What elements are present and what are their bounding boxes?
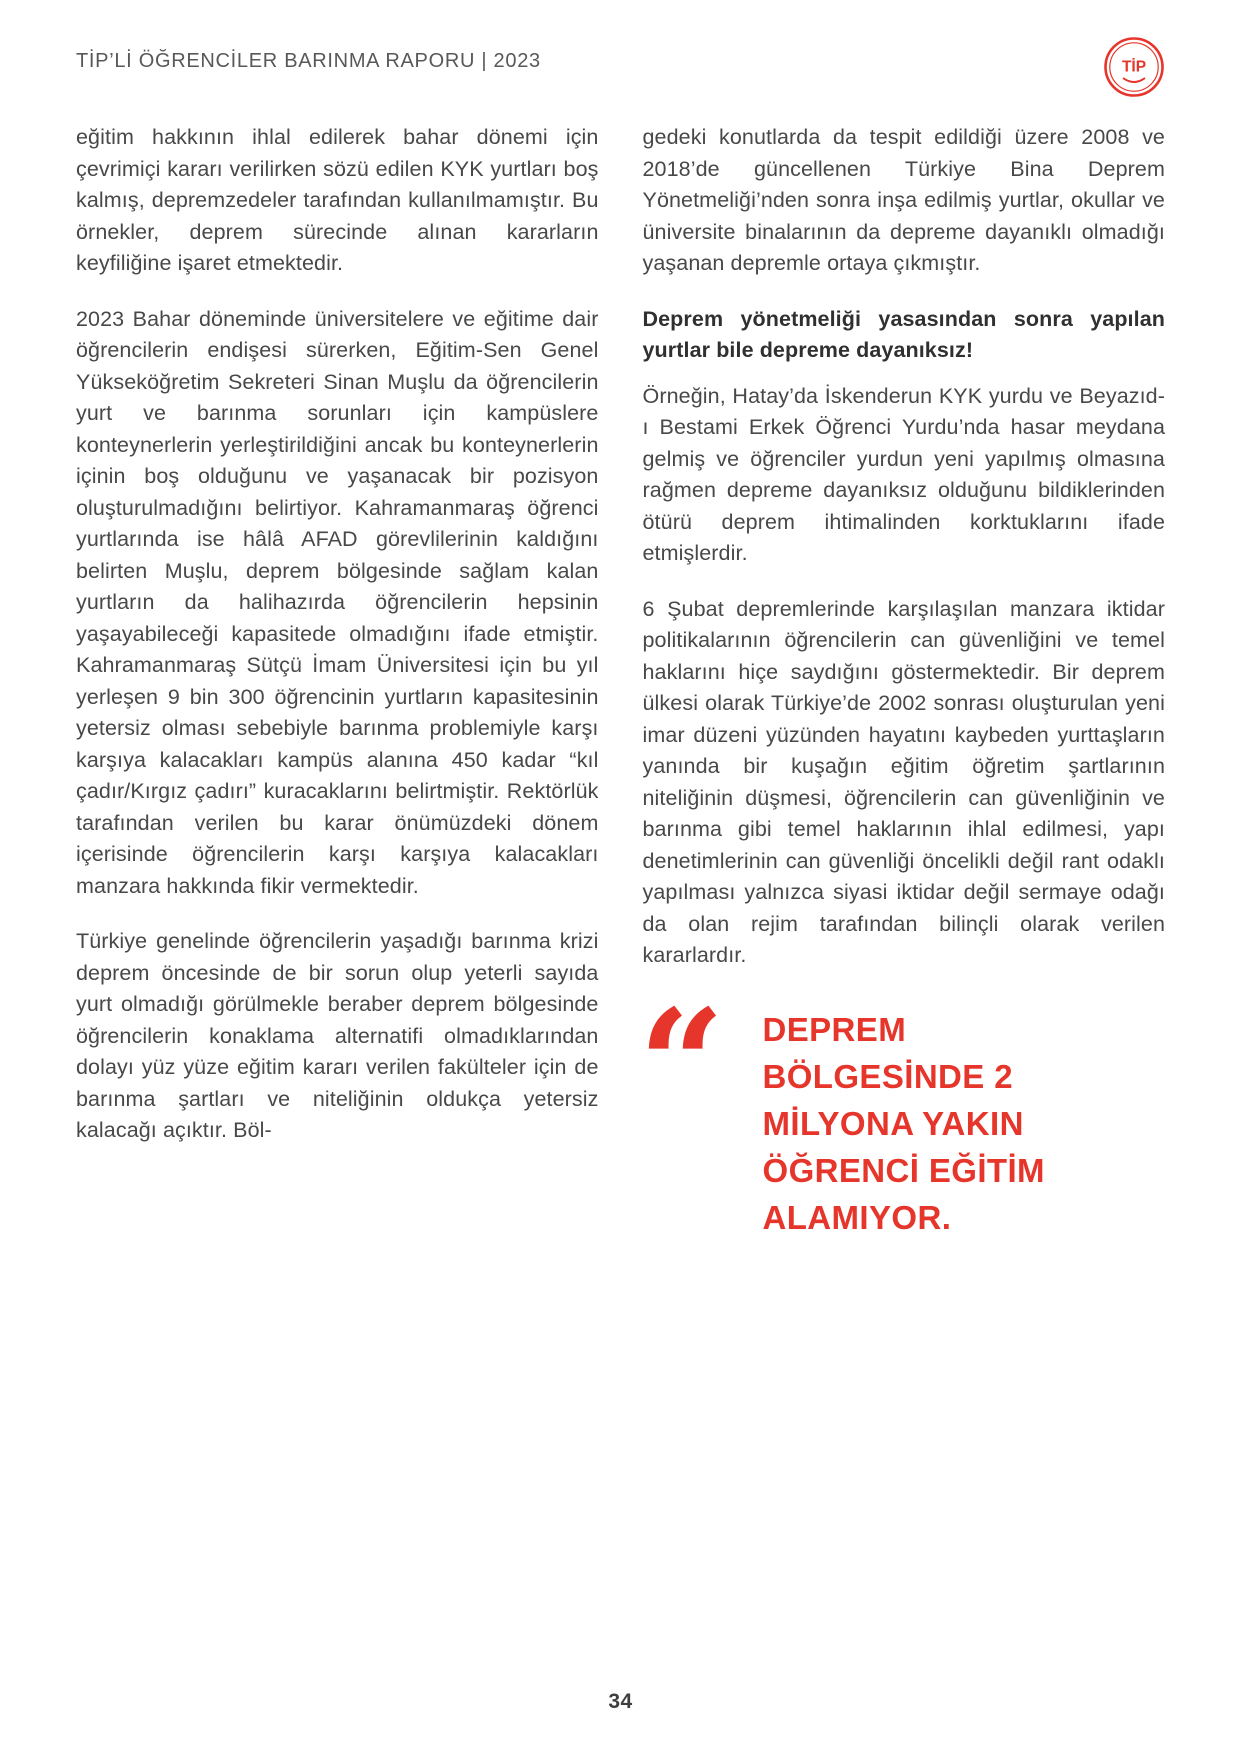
tip-logo-icon	[1103, 36, 1165, 98]
page-number: 34	[608, 1690, 633, 1713]
body-paragraph: 2023 Bahar döneminde üniversitelere ve eğitime dair öğrencilerin endişesi sürerken, Eğitim-Sen Genel Yükseköğretim Sekreteri Sinan Muşlu da öğrencilerin yurt ve barınma sorunları için kampüslere konteynerlerin yerleştirildiğini ancak bu konteynerlerin içinin boş olduğunu ve yaşanacak bir pozisyon oluşturulmadığını belirtiyor. Kahramanmaraş öğrenci yurtlarında ise hâlâ AFAD görevlilerinin kaldığını belirten Muşlu, deprem bölgesinde sağlam kalan yurtların da halihazırda öğrencilerin hepsinin yaşayabileceği kapasitede olmadığını ifade etmiştir. Kahramanmaraş Sütçü İmam Üniversitesi için bu yıl yerleşen 9 bin 300 öğrencinin yurtların kapasitesinin yetersiz olması sebebiyle barınma problemiyle karşı karşıya kalacakları kampüs alanına 450 kadar “kıl çadır/Kırgız çadırı” kuracaklarını belirtmiştir. Rektörlük tarafından verilen bu karar önümüzdeki dönem içerisinde öğrencilerin karşı karşıya kalacakları manzara hakkında fikir vermektedir.	[76, 306, 599, 898]
tip-logo-text: TİP	[1121, 58, 1147, 76]
quote-mark-icon: “	[638, 976, 725, 1153]
pull-quote-line: MİLYONA YAKIN	[762, 1104, 1024, 1142]
left-column	[76, 122, 599, 1241]
body-paragraph: Örneğin, Hatay’da İskenderun KYK yurdu ve Beyazıd-ı Bestami Erkek Öğrenci Yurdu’nda hasar meydana gelmiş ve öğrenciler yurdun yeni yapılmış olmasına rağmen depreme dayanıksız olduğunu bildiklerinden ötürü deprem ihtimalinden korktuklarını ifade etmişlerdir.	[642, 383, 1165, 565]
body-paragraph: gedeki konutlarda da tespit edildiği üzere 2008 ve 2018’de güncellenen Türkiye Bina Deprem Yönetmeliği’nden sonra inşa edilmiş yurtlar, okullar ve üniversite binalarının da depreme dayanıklı olmadığı yaşanan depremle ortaya çıkmıştır.	[642, 125, 1165, 275]
pull-quote	[638, 976, 1166, 1241]
page-footer	[0, 1690, 1241, 1714]
body-paragraph: Türkiye genelinde öğrencilerin yaşadığı barınma krizi deprem öncesinde de bir sorun olup yeterli sayıda yurt olmadığı görülmekle beraber deprem bölgesinde öğrencilerin konaklama alternatifi olmadıklarından dolayı yüz yüze eğitim kararı verilen fakülteler için de barınma şartları ve niteliğinin oldukça yetersiz kalacağı açıktır. Böl-	[76, 929, 599, 1142]
two-column-body	[76, 122, 1165, 1241]
report-title: TİP’Lİ ÖĞRENCİLER BARINMA RAPORU | 2023	[76, 50, 541, 72]
body-paragraph: eğitim hakkının ihlal edilerek bahar dönemi için çevrimiçi kararı verilirken sözü edilen KYK yurtları boş kalmış, depremzedeler tarafından kullanılmamıştır. Bu örnekler, deprem sürecinde alınan kararların keyfiliğine işaret etmektedir.	[76, 125, 599, 275]
pull-quote-text	[763, 1004, 1045, 1241]
right-column	[638, 122, 1166, 1241]
page-header	[76, 36, 1165, 98]
pull-quote-line: ÖĞRENCİ EĞİTİM	[762, 1151, 1045, 1189]
pull-quote-line: DEPREM	[762, 1010, 907, 1048]
pull-quote-line: BÖLGESİNDE 2	[762, 1057, 1014, 1095]
section-subheading: Deprem yönetmeliği yasasından sonra yapılan yurtlar bile depreme dayanıksız!	[642, 306, 1165, 362]
pull-quote-line: ALAMIYOR.	[762, 1198, 952, 1236]
body-paragraph: 6 Şubat depremlerinde karşılaşılan manzara iktidar politikalarının öğrencilerin can güvenliğini ve temel haklarını hiçe saydığını göstermektedir. Bir deprem ülkesi olarak Türkiye’de 2002 sonrası oluşturulan yeni imar düzeni yüzünden hayatını kaybeden yurttaşların yanında bir kuşağın eğitim öğretim şartlarının niteliğinin düşmesi, öğrencilerin can güvenliğinin ve barınma gibi temel haklarının ihlal edilmesi, yapı denetimlerinin can güvenliği öncelikli değil rant odaklı yapılması yalnızca siyasi iktidar değil sermaye odağı da olan rejim tarafından bilinçli olarak verilen kararlardır.	[642, 596, 1165, 967]
